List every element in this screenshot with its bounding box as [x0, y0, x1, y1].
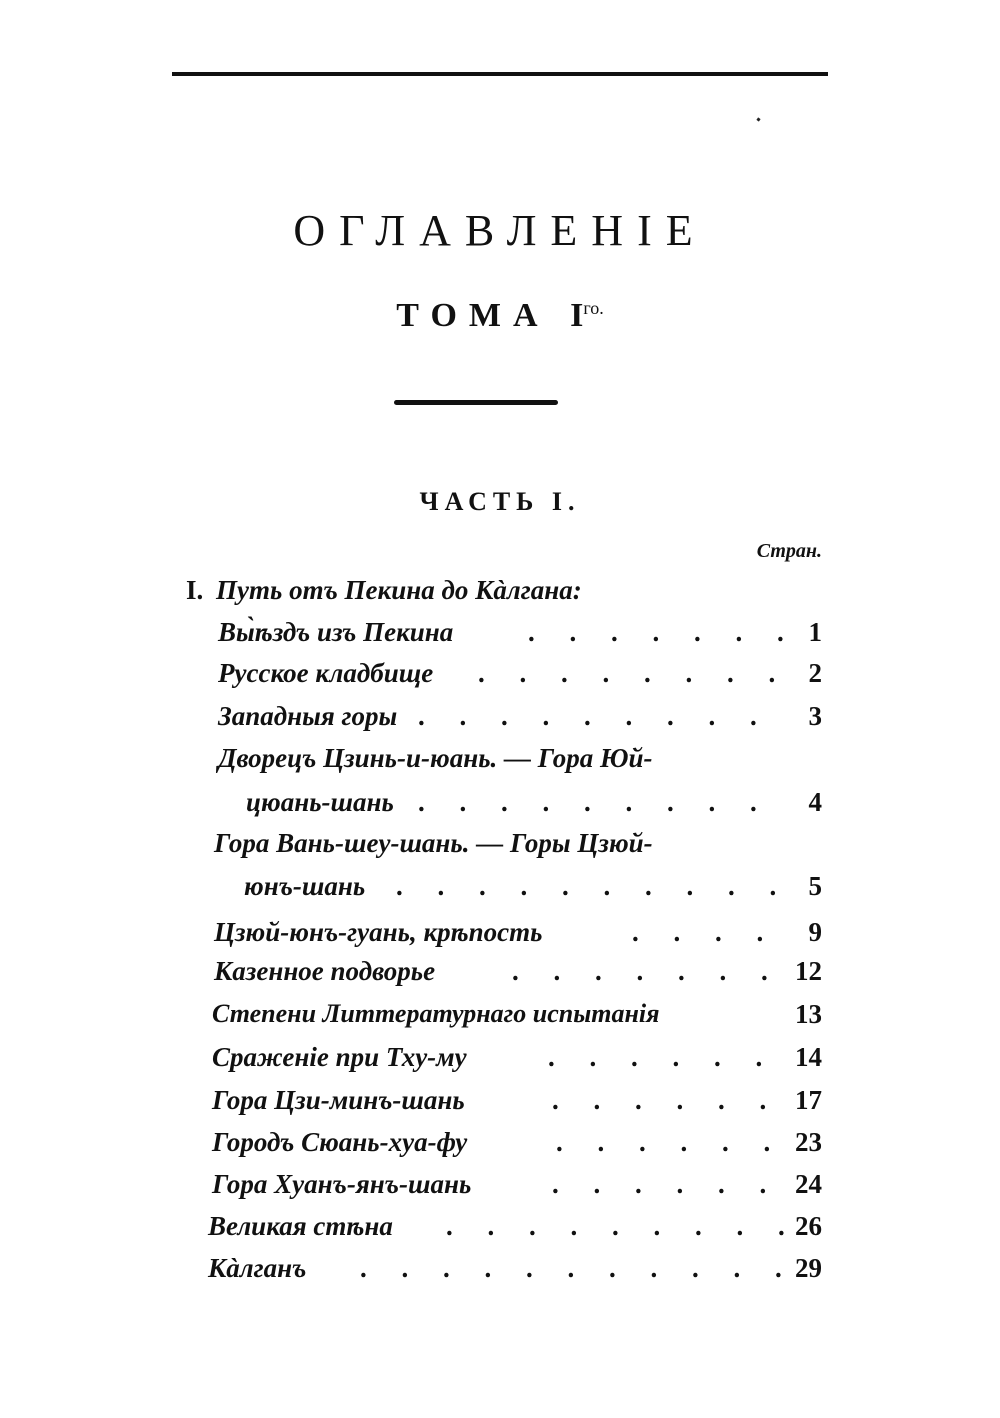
toc-entry-text: Русское кладбище: [218, 658, 434, 688]
toc-page-number: 13: [795, 999, 822, 1029]
toc-leader-dots: . . . . . .: [552, 1169, 781, 1199]
toc-entry-text: Гора Вань-шеу-шань. — Горы Цзюй-: [214, 828, 653, 858]
toc-entry: [0, 653, 1000, 693]
toc-entry-text: Казенное подворье: [214, 956, 436, 986]
toc-entry-text: Гора Хуанъ-янъ-шань: [212, 1169, 472, 1199]
toc-entry-text: Кàлганъ: [208, 1253, 307, 1283]
toc-leader-dots: . . . .: [632, 917, 778, 947]
toc-entry: [0, 738, 1000, 778]
toc-entry-text: юнъ-шань: [244, 871, 366, 901]
toc-leader-dots: . . . . . .: [552, 1085, 781, 1115]
toc-page-number: 9: [808, 917, 822, 947]
toc-leader-dots: . . . . . .: [548, 1042, 777, 1072]
toc-entry: [0, 782, 1000, 822]
toc-leader-dots: . . . . . . . . .: [418, 787, 771, 817]
toc-entry: [0, 1206, 1000, 1246]
toc-page-number: 17: [795, 1085, 822, 1115]
toc-entry: [0, 1164, 1000, 1204]
volume-heading: [0, 297, 1000, 335]
section-title: Путь отъ Пекина до Кàлгана:: [216, 575, 582, 605]
toc-entry-text: Великая стѣна: [208, 1211, 393, 1241]
toc-leader-dots: . . . . . . . . .: [446, 1211, 799, 1241]
toc-page-number: 26: [795, 1211, 822, 1241]
part-heading: ЧАСТЬ I.: [419, 487, 581, 516]
toc-entry-text: Дворецъ Цзинь-и-юань. — Гора Юй-: [218, 743, 653, 773]
toc-entry: [0, 1037, 1000, 1077]
toc-page-number: 3: [808, 701, 822, 731]
toc-page-number: 2: [808, 658, 822, 688]
toc-leader-dots: . . . . . . . . . .: [396, 871, 791, 901]
toc-entry: [0, 1122, 1000, 1162]
volume-number: I: [570, 297, 584, 334]
toc-page-number: 24: [795, 1169, 822, 1199]
toc-page-number: 1: [808, 617, 822, 647]
ornamental-rule: [394, 400, 558, 405]
toc-entry-text: Сраженіе при Тху-му: [212, 1042, 467, 1072]
page-column-label: Стран.: [756, 540, 822, 562]
toc-leader-dots: . . . . . . .: [528, 617, 798, 647]
toc-entry: [0, 696, 1000, 736]
volume-word: ТОМА: [396, 297, 550, 334]
toc-leader-dots: . . . . . . . .: [478, 658, 790, 688]
toc-leader-dots: . . . . . . .: [512, 956, 782, 986]
toc-entry-text: Западныя горы: [218, 701, 398, 731]
toc-page-number: 14: [795, 1042, 822, 1072]
toc-page-number: 4: [808, 787, 822, 817]
ink-speck: [756, 117, 760, 121]
toc-page-number: 23: [795, 1127, 822, 1157]
toc-entry: [0, 994, 1000, 1034]
toc-entry: [0, 1248, 1000, 1288]
toc-entry-text: цюань-шань: [246, 787, 394, 817]
toc-entry: [0, 866, 1000, 906]
toc-page-number: 12: [795, 956, 822, 986]
toc-entry-text: Городъ Сюань-хуа-фу: [212, 1127, 468, 1157]
toc-entry-text: Вы̀ѣздъ изъ Пекина: [218, 617, 454, 647]
toc-leader-dots: . . . . . .: [556, 1127, 785, 1157]
toc-entry: [0, 912, 1000, 952]
toc-entry-text: Гора Цзи-минъ-шань: [212, 1085, 465, 1115]
section-number: I.: [186, 575, 204, 605]
toc-page-number: 5: [808, 871, 822, 901]
page-title: ОГЛАВЛЕНІЕ: [293, 206, 707, 255]
volume-suffix: го.: [583, 298, 604, 318]
toc-entry-text: Цзюй-юнъ-гуань, крѣпость: [214, 917, 543, 947]
toc-page-number: 29: [795, 1253, 822, 1283]
toc-section-heading: [0, 570, 1000, 610]
toc-entry-text: Степени Литтературнаго испытанія: [212, 999, 660, 1028]
toc-entry: [0, 612, 1000, 652]
toc-leader-dots: . . . . . . . . .: [418, 701, 771, 731]
toc-leader-dots: . . . . . . . . . . .: [360, 1253, 796, 1283]
toc-entry: [0, 823, 1000, 863]
top-rule: [172, 72, 828, 76]
toc-entry: [0, 1080, 1000, 1120]
toc-entry: [0, 951, 1000, 991]
